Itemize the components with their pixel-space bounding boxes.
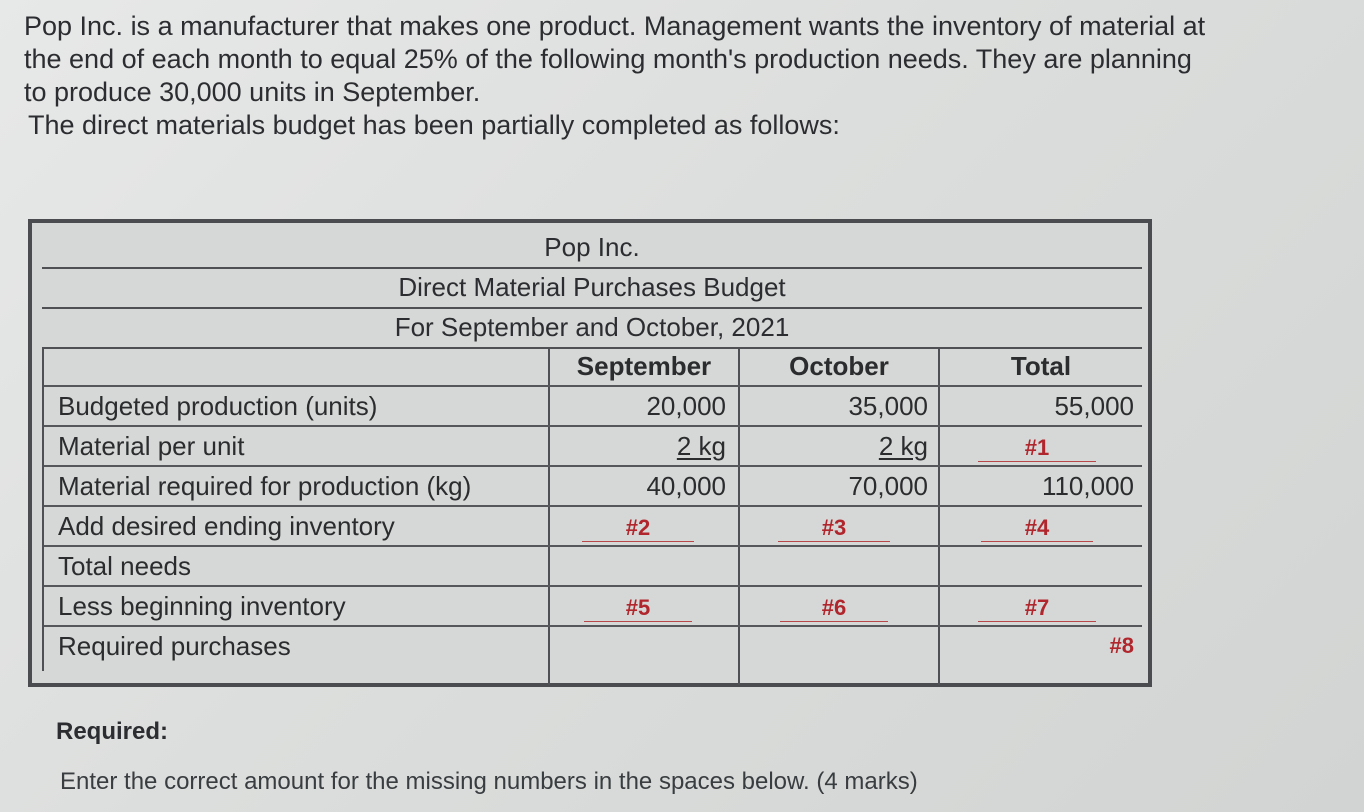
table-row <box>44 507 1142 547</box>
budget-grid <box>42 347 1142 671</box>
cell-october: 35,000 <box>740 387 940 425</box>
column-header-blank <box>44 347 550 385</box>
table-company-name: Pop Inc. <box>42 227 1142 269</box>
blank-3[interactable]: #3 <box>778 515 890 542</box>
table-row <box>44 587 1142 627</box>
table-row <box>44 547 1142 587</box>
table-row <box>44 427 1142 467</box>
column-header-total: Total <box>1010 351 1072 381</box>
table-row <box>44 627 1142 685</box>
blank-7[interactable]: #7 <box>978 595 1096 622</box>
cell-october: 70,000 <box>740 467 940 505</box>
row-label: Material required for production (kg) <box>44 467 550 505</box>
row-label: Less beginning inventory <box>44 587 550 625</box>
blank-2[interactable]: #2 <box>582 515 694 542</box>
column-header-row <box>44 347 1142 387</box>
intro-line-4: The direct materials budget has been partially completed as follows: <box>28 110 840 140</box>
cell-september <box>550 627 740 685</box>
row-label: Material per unit <box>44 427 550 465</box>
blank-5[interactable]: #5 <box>584 595 692 622</box>
row-label: Required purchases <box>44 627 550 685</box>
table-title: Direct Material Purchases Budget <box>42 267 1142 309</box>
cell-october <box>740 627 940 685</box>
table-row <box>44 387 1142 427</box>
instructions-text: Enter the correct amount for the missing numbers in the spaces below. (4 marks) <box>60 768 918 795</box>
cell-september <box>550 547 740 585</box>
row-label: Budgeted production (units) <box>44 387 550 425</box>
blank-4[interactable]: #4 <box>981 515 1093 542</box>
row-label: Add desired ending inventory <box>44 507 550 545</box>
cell-september: 2 kg <box>676 431 726 461</box>
required-heading: Required: <box>56 718 169 745</box>
cell-october <box>740 547 940 585</box>
cell-september: 20,000 <box>550 387 740 425</box>
blank-8[interactable]: #8 <box>1109 633 1134 658</box>
intro-line-2: the end of each month to equal 25% of the following month's production needs. They are planning <box>24 44 1192 74</box>
table-period: For September and October, 2021 <box>42 307 1142 349</box>
intro-line-1: Pop Inc. is a manufacturer that makes one product. Management wants the inventory of material at <box>24 11 1206 41</box>
direct-material-budget-table <box>28 219 1152 687</box>
cell-total: 55,000 <box>1054 391 1134 421</box>
blank-6[interactable]: #6 <box>780 595 888 622</box>
row-label: Total needs <box>44 547 550 585</box>
cell-october: 2 kg <box>878 431 928 461</box>
problem-statement <box>24 10 1324 142</box>
cell-total <box>940 547 1142 585</box>
column-header-october: October <box>740 347 940 385</box>
cell-september: 40,000 <box>550 467 740 505</box>
column-header-september: September <box>550 347 740 385</box>
intro-line-3: to produce 30,000 units in September. <box>24 77 481 107</box>
table-row <box>44 467 1142 507</box>
blank-1[interactable]: #1 <box>978 435 1096 462</box>
cell-total: 110,000 <box>1041 471 1134 501</box>
